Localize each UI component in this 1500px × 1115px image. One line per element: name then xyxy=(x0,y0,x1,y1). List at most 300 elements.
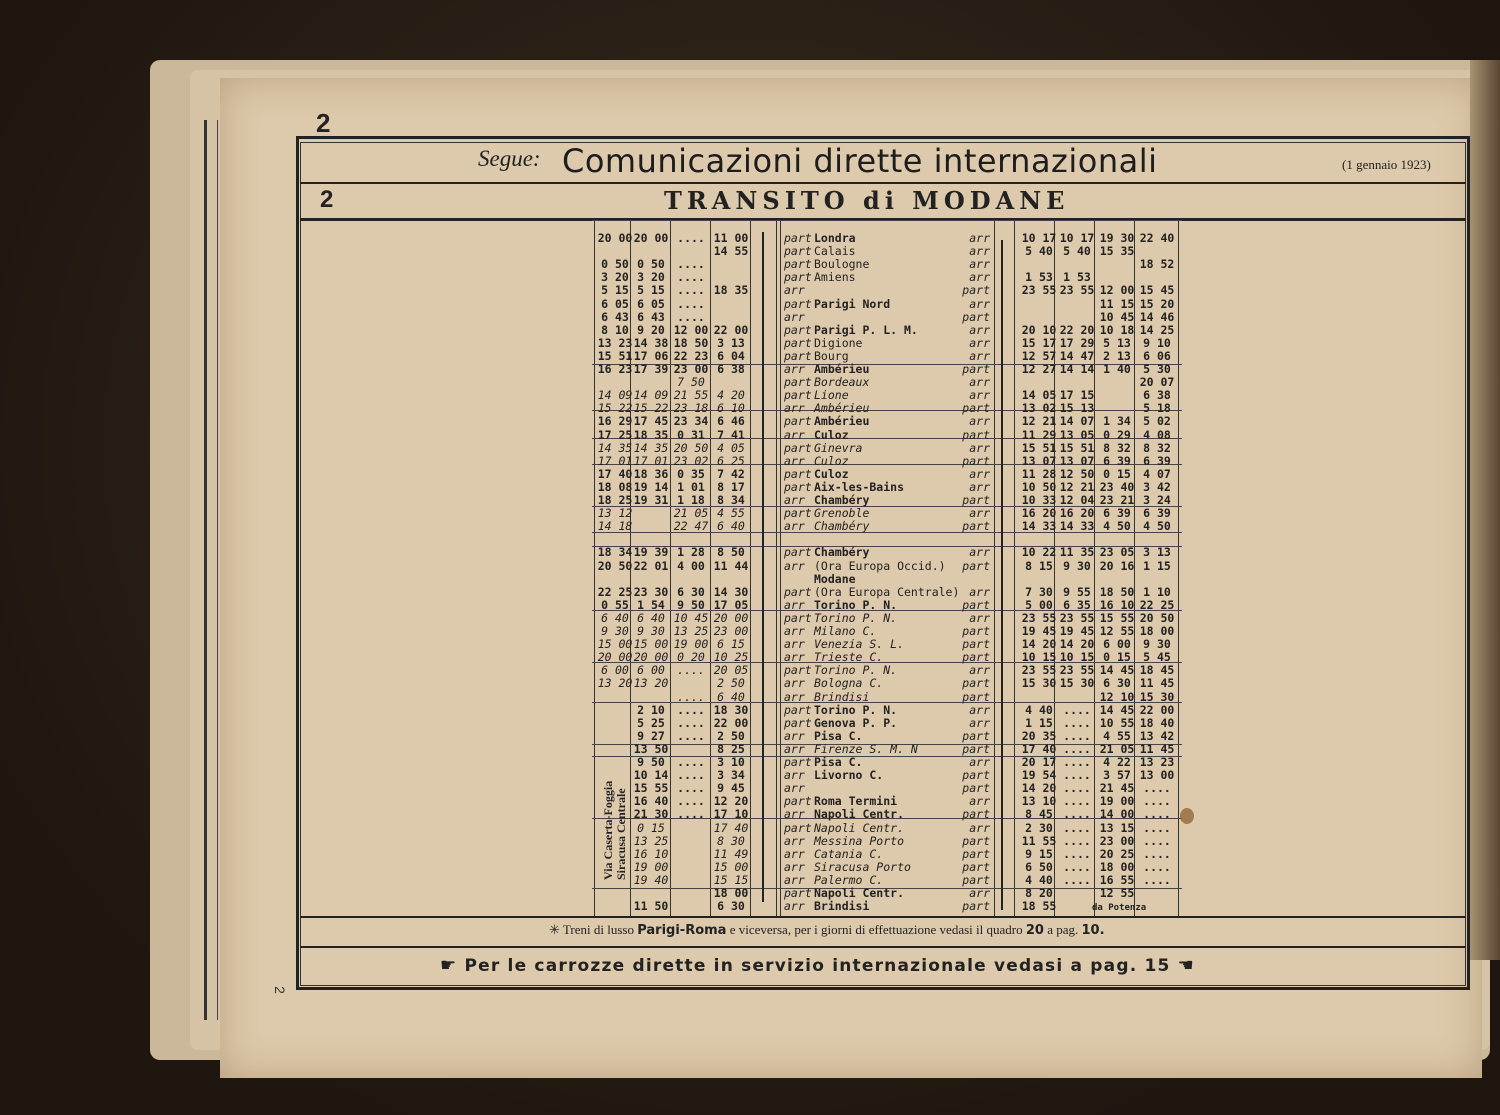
dir-left: arr xyxy=(784,427,805,442)
time-cell: 14 18 xyxy=(597,519,633,534)
station-row xyxy=(784,376,990,388)
time-cell: 15 15 xyxy=(713,872,749,887)
time-cell: 6 06 xyxy=(1143,348,1171,363)
time-cell: 21 55 xyxy=(673,388,709,403)
time-cell: 11 45 xyxy=(1139,741,1175,756)
footnote-a-pag: a pag. xyxy=(1047,922,1079,937)
time-cell: 23 00 xyxy=(673,362,709,376)
dir-left: part xyxy=(784,663,812,678)
time-cell: 12 27 xyxy=(1021,362,1057,376)
dir-left: part xyxy=(784,479,812,494)
time-cell: 15 20 xyxy=(1139,296,1175,311)
station-row xyxy=(784,350,990,362)
time-cell: 15 30 xyxy=(1139,689,1175,704)
time-cell: 13 23 xyxy=(1139,755,1175,769)
time-cell: 10 50 xyxy=(1021,479,1057,494)
column-rule xyxy=(670,220,671,916)
time-cell: 11 35 xyxy=(1059,545,1095,560)
time-cell: 6 39 xyxy=(1103,506,1131,521)
time-cell: .... xyxy=(1063,768,1091,783)
time-cell: 5 00 xyxy=(1025,597,1053,612)
station-name: Modane xyxy=(814,571,856,586)
margin-number: 2 xyxy=(271,986,288,994)
time-cell: 3 13 xyxy=(717,335,745,350)
time-cell: 19 40 xyxy=(633,872,669,887)
dir-right: part xyxy=(962,493,990,507)
dir-left: arr xyxy=(784,689,805,704)
time-cell: 6 39 xyxy=(1103,453,1131,468)
dir-left: part xyxy=(784,322,812,337)
time-cell: 3 20 xyxy=(601,270,629,285)
time-cell: 1 01 xyxy=(677,479,705,494)
time-cell: 5 30 xyxy=(1143,362,1171,376)
time-cell: 9 27 xyxy=(637,728,665,743)
dir-right: arr xyxy=(969,257,990,272)
time-cell: 8 30 xyxy=(717,833,745,848)
time-cell: 14 20 xyxy=(1021,781,1057,796)
time-cell: 4 22 xyxy=(1103,755,1131,769)
time-cell: 10 17 xyxy=(1059,231,1095,245)
time-cell: 11 29 xyxy=(1021,427,1057,442)
time-cell: 7 50 xyxy=(677,375,705,390)
time-cell: 0 15 xyxy=(637,820,665,835)
time-cell: 10 55 xyxy=(1099,715,1135,730)
bottom-note xyxy=(440,955,1195,976)
dir-left: part xyxy=(784,755,812,769)
time-cell: 1 15 xyxy=(1025,715,1053,730)
time-cell: .... xyxy=(677,728,705,743)
time-cell: 3 13 xyxy=(1143,545,1171,560)
time-cell: 14 33 xyxy=(1059,519,1095,534)
time-cell: .... xyxy=(1143,859,1171,874)
station-row xyxy=(784,389,990,401)
time-cell: 2 13 xyxy=(1103,348,1131,363)
time-cell: .... xyxy=(1063,728,1091,743)
time-cell: 15 00 xyxy=(633,637,669,652)
time-cell: .... xyxy=(677,231,705,245)
dir-left: arr xyxy=(784,283,805,298)
dir-right: arr xyxy=(969,414,990,429)
time-cell: 21 30 xyxy=(633,807,669,822)
station-row xyxy=(784,756,990,768)
time-cell: 17 06 xyxy=(633,348,669,363)
dir-right: part xyxy=(962,427,990,442)
time-cell: 19 00 xyxy=(673,637,709,652)
dir-left: part xyxy=(784,244,812,259)
station-row xyxy=(784,494,990,506)
time-cell: 5 40 xyxy=(1063,244,1091,259)
time-cell: 16 40 xyxy=(633,794,669,809)
station-row xyxy=(784,363,990,375)
dir-right: arr xyxy=(969,545,990,560)
dir-right: arr xyxy=(969,794,990,809)
dir-right: part xyxy=(962,676,990,691)
time-cell: 12 10 xyxy=(1099,689,1135,704)
time-cell: 20 50 xyxy=(1139,610,1175,625)
time-cell: 16 23 xyxy=(597,362,633,376)
time-cell: 3 20 xyxy=(637,270,665,285)
station-row xyxy=(784,730,990,742)
time-cell: 1 10 xyxy=(1143,584,1171,599)
time-cell: 22 47 xyxy=(673,519,709,534)
footnote-pre: Treni di lusso xyxy=(562,922,634,937)
time-cell: 22 00 xyxy=(713,322,749,337)
dir-left: part xyxy=(784,440,812,455)
column-rule xyxy=(1014,220,1015,916)
page-number: 2 xyxy=(316,108,331,138)
dir-left: part xyxy=(784,545,812,560)
station-row xyxy=(784,704,990,716)
time-cell: .... xyxy=(677,794,705,809)
time-cell: 0 50 xyxy=(601,257,629,272)
time-cell: 9 20 xyxy=(637,322,665,337)
time-cell: 17 25 xyxy=(597,427,633,442)
time-cell: 17 10 xyxy=(713,807,749,822)
time-cell: 5 15 xyxy=(637,283,665,298)
time-cell: 11 28 xyxy=(1021,466,1057,481)
time-cell: 22 23 xyxy=(673,348,709,363)
station-name: Grenoble xyxy=(814,506,870,521)
time-cell: 3 57 xyxy=(1103,768,1131,783)
time-cell: 8 34 xyxy=(717,493,745,507)
time-cell: 2 50 xyxy=(717,676,745,691)
station-name: Milano C. xyxy=(814,624,877,638)
station-name: Parigi P. L. M. xyxy=(814,322,918,337)
station-row xyxy=(784,664,990,676)
station-name: Boulogne xyxy=(814,257,870,272)
station-row xyxy=(784,677,990,689)
dir-left: arr xyxy=(784,650,805,665)
dir-left: part xyxy=(784,584,812,599)
direction-arrow-down xyxy=(762,232,767,902)
time-cell: 5 45 xyxy=(1143,650,1171,665)
time-cell: 5 13 xyxy=(1103,335,1131,350)
time-cell: .... xyxy=(1063,702,1091,717)
time-cell: 5 02 xyxy=(1143,414,1171,429)
dir-right: part xyxy=(962,781,990,796)
dir-right: arr xyxy=(969,755,990,769)
time-cell: 21 45 xyxy=(1099,781,1135,796)
time-cell: 20 50 xyxy=(673,440,709,455)
station-name: (Ora Europa Centrale) xyxy=(814,584,960,599)
dir-right: arr xyxy=(969,322,990,337)
time-cell: 15 51 xyxy=(597,348,633,363)
time-cell: 15 45 xyxy=(1139,283,1175,298)
time-cell: 17 40 xyxy=(597,466,633,481)
station-name: Napoli Centr. xyxy=(814,807,905,822)
station-row xyxy=(784,638,990,650)
time-cell: 13 07 xyxy=(1059,453,1095,468)
time-cell: 23 55 xyxy=(1059,610,1095,625)
dir-right: arr xyxy=(969,715,990,730)
time-cell: 15 00 xyxy=(713,859,749,874)
time-cell: 18 34 xyxy=(597,545,633,560)
left-margin-rule xyxy=(204,120,218,1020)
time-cell: 17 29 xyxy=(1059,335,1095,350)
station-row xyxy=(784,717,990,729)
station-row xyxy=(784,415,990,427)
time-cell: 14 46 xyxy=(1139,309,1175,324)
time-cell: 6 35 xyxy=(1063,597,1091,612)
dir-left: arr xyxy=(784,401,805,416)
time-cell: 19 00 xyxy=(633,859,669,874)
time-cell: 4 50 xyxy=(1103,519,1131,534)
dir-left: part xyxy=(784,610,812,625)
station-name: Chambéry xyxy=(814,519,870,534)
time-cell: 9 30 xyxy=(1143,637,1171,652)
time-cell: 5 40 xyxy=(1025,244,1053,259)
time-cell: .... xyxy=(1143,846,1171,861)
station-row xyxy=(784,258,990,270)
dir-right: part xyxy=(962,650,990,665)
time-cell: 3 34 xyxy=(717,768,745,783)
pointing-hand-left-icon: ☚ xyxy=(1177,955,1196,976)
time-cell: 9 45 xyxy=(717,781,745,796)
time-cell: .... xyxy=(1063,833,1091,848)
dir-right: part xyxy=(962,846,990,861)
time-cell: 15 35 xyxy=(1099,244,1135,259)
station-name: Bordeaux xyxy=(814,375,870,390)
time-cell: 14 38 xyxy=(633,335,669,350)
time-cell: 18 50 xyxy=(1099,584,1135,599)
time-cell: 2 10 xyxy=(637,702,665,717)
time-cell: 10 33 xyxy=(1021,493,1057,507)
station-name: Amiens xyxy=(814,270,856,285)
column-rule xyxy=(780,220,781,916)
station-name: Chambéry xyxy=(814,545,870,560)
time-cell: .... xyxy=(1063,715,1091,730)
time-cell: 14 20 xyxy=(1059,637,1095,652)
book-edge xyxy=(1470,60,1500,960)
dir-right: arr xyxy=(969,375,990,390)
station-name: Genova P. P. xyxy=(814,715,898,730)
time-cell: 15 30 xyxy=(1059,676,1095,691)
station-name: Bourg xyxy=(814,348,849,363)
time-cell: 11 15 xyxy=(1099,296,1135,311)
time-cell: 19 14 xyxy=(633,479,669,494)
station-row xyxy=(784,625,990,637)
footnote-page: 10. xyxy=(1081,923,1105,938)
time-cell: 14 55 xyxy=(713,244,749,259)
time-cell: 2 50 xyxy=(717,728,745,743)
time-cell: 20 00 xyxy=(713,610,749,625)
header-title: Comunicazioni dirette internazionali xyxy=(562,142,1158,180)
time-cell: 23 02 xyxy=(673,453,709,468)
station-row xyxy=(784,599,990,611)
time-cell: 0 50 xyxy=(637,257,665,272)
time-cell: 19 39 xyxy=(633,545,669,560)
time-cell: 22 20 xyxy=(1059,322,1095,337)
dir-left: arr xyxy=(784,846,805,861)
time-cell: 15 55 xyxy=(633,781,669,796)
time-cell: 1 53 xyxy=(1025,270,1053,285)
time-cell: 9 10 xyxy=(1143,335,1171,350)
time-cell: 6 04 xyxy=(717,348,745,363)
time-cell: 13 20 xyxy=(597,676,633,691)
time-cell: 6 10 xyxy=(717,401,745,416)
time-cell: .... xyxy=(677,702,705,717)
section-number: 2 xyxy=(320,186,334,213)
time-cell: 4 40 xyxy=(1025,872,1053,887)
time-cell: 7 41 xyxy=(717,427,745,442)
station-name: Roma Termini xyxy=(814,794,898,809)
dir-left: arr xyxy=(784,637,805,652)
dir-right: arr xyxy=(969,506,990,521)
time-cell: 9 50 xyxy=(637,755,665,769)
station-row xyxy=(784,442,990,454)
time-cell: 15 55 xyxy=(1099,610,1135,625)
footnote-bold: Parigi-Roma xyxy=(637,923,727,938)
time-cell: 9 30 xyxy=(1063,558,1091,573)
time-cell: .... xyxy=(677,807,705,822)
dir-right: arr xyxy=(969,479,990,494)
time-cell: .... xyxy=(1143,872,1171,887)
time-cell: 13 20 xyxy=(633,676,669,691)
footnote-mid: e viceversa, per i giorni di effettuazione vedasi il quadro xyxy=(729,922,1023,937)
time-cell: 12 04 xyxy=(1059,493,1095,507)
station-row xyxy=(784,691,990,703)
time-cell: 20 16 xyxy=(1099,558,1135,573)
station-name: Ginevra xyxy=(814,440,863,455)
dir-left: part xyxy=(784,388,812,403)
time-cell: 15 22 xyxy=(597,401,633,416)
dir-left: part xyxy=(784,231,812,245)
time-cell: 19 54 xyxy=(1021,768,1057,783)
time-cell: .... xyxy=(677,663,705,678)
dir-left: part xyxy=(784,466,812,481)
dir-right: arr xyxy=(969,270,990,285)
dir-left: part xyxy=(784,296,812,311)
star-icon: ✳ xyxy=(549,922,560,937)
time-cell: 19 30 xyxy=(1099,231,1135,245)
time-cell: 10 15 xyxy=(1059,650,1095,665)
time-cell: 22 01 xyxy=(633,558,669,573)
station-row xyxy=(784,468,990,480)
time-cell: 6 30 xyxy=(1103,676,1131,691)
time-cell: 20 00 xyxy=(633,650,669,665)
station-name: Firenze S. M. N xyxy=(814,741,918,756)
dir-right: part xyxy=(962,768,990,783)
time-cell: 20 25 xyxy=(1099,846,1135,861)
time-cell: .... xyxy=(677,270,705,285)
station-row xyxy=(784,311,990,323)
time-cell: .... xyxy=(1143,794,1171,809)
dir-left: part xyxy=(784,506,812,521)
time-cell: 4 40 xyxy=(1025,702,1053,717)
time-cell: 5 25 xyxy=(637,715,665,730)
column-rule xyxy=(594,220,595,916)
time-cell: 6 40 xyxy=(717,689,745,704)
station-row xyxy=(784,822,990,834)
time-cell: .... xyxy=(677,768,705,783)
dir-right: arr xyxy=(969,610,990,625)
time-cell: 5 15 xyxy=(601,283,629,298)
time-cell: 23 55 xyxy=(1021,283,1057,298)
time-cell: 1 18 xyxy=(677,493,705,507)
time-cell: 5 18 xyxy=(1143,401,1171,416)
time-cell: 18 00 xyxy=(713,886,749,900)
header-segue: Segue: xyxy=(478,146,541,171)
time-cell: 8 32 xyxy=(1103,440,1131,455)
station-row xyxy=(784,782,990,794)
time-cell: 9 55 xyxy=(1063,584,1091,599)
time-cell: 14 20 xyxy=(1021,637,1057,652)
station-name: (Ora Europa Occid.) xyxy=(814,558,946,573)
time-cell: 6 39 xyxy=(1143,506,1171,521)
time-cell: 14 00 xyxy=(1099,807,1135,822)
time-cell: 12 21 xyxy=(1059,479,1095,494)
time-cell: .... xyxy=(677,689,705,704)
row-rule xyxy=(592,220,1182,221)
time-cell: 1 53 xyxy=(1063,270,1091,285)
time-cell: 13 25 xyxy=(633,833,669,848)
time-cell: 23 00 xyxy=(713,624,749,638)
time-cell: 14 30 xyxy=(713,584,749,599)
time-cell: 14 45 xyxy=(1099,702,1135,717)
time-cell: 21 05 xyxy=(1099,741,1135,756)
time-cell: 10 45 xyxy=(673,610,709,625)
time-cell: 18 52 xyxy=(1139,257,1175,272)
dir-right: part xyxy=(962,872,990,887)
via-note-line1: Via Caserta-Foggia xyxy=(601,780,615,880)
time-cell: 0 20 xyxy=(677,650,705,665)
station-name: Lione xyxy=(814,388,849,403)
time-cell: .... xyxy=(677,781,705,796)
dir-right: part xyxy=(962,689,990,704)
station-name: Napoli Centr. xyxy=(814,886,905,900)
dir-right: part xyxy=(962,833,990,848)
time-cell: 18 25 xyxy=(597,493,633,507)
time-cell: 6 43 xyxy=(601,309,629,324)
time-cell: 20 50 xyxy=(597,558,633,573)
time-cell: 6 39 xyxy=(1143,453,1171,468)
time-cell: 22 00 xyxy=(713,715,749,730)
time-cell: 17 40 xyxy=(1021,741,1057,756)
time-cell: 9 30 xyxy=(637,624,665,638)
time-cell: 12 00 xyxy=(1099,283,1135,298)
time-cell: 15 00 xyxy=(597,637,633,652)
dir-left: part xyxy=(784,257,812,272)
time-cell: .... xyxy=(1063,781,1091,796)
dir-right: arr xyxy=(969,663,990,678)
dir-left: arr xyxy=(784,309,805,324)
time-cell: 23 55 xyxy=(1059,663,1095,678)
dir-left: part xyxy=(784,375,812,390)
time-cell: .... xyxy=(1063,741,1091,756)
time-cell: 1 28 xyxy=(677,545,705,560)
dir-left: arr xyxy=(784,728,805,743)
station-row xyxy=(784,245,990,257)
dir-right: arr xyxy=(969,466,990,481)
time-cell: 16 20 xyxy=(1021,506,1057,521)
dir-left: part xyxy=(784,348,812,363)
section-title: TRANSITO di MODANE xyxy=(664,186,1070,215)
time-cell: .... xyxy=(1063,755,1091,769)
station-name: Culoz xyxy=(814,466,849,481)
station-row xyxy=(784,507,990,519)
station-name: Torino P. N. xyxy=(814,610,898,625)
time-cell: .... xyxy=(677,283,705,298)
time-cell: 18 45 xyxy=(1139,663,1175,678)
time-cell: .... xyxy=(1143,833,1171,848)
time-cell: 21 05 xyxy=(673,506,709,521)
time-cell: .... xyxy=(1063,794,1091,809)
time-cell: .... xyxy=(677,755,705,769)
dir-left: arr xyxy=(784,624,805,638)
station-row xyxy=(784,769,990,781)
time-cell: 13 50 xyxy=(633,741,669,756)
time-cell: 3 24 xyxy=(1143,493,1171,507)
